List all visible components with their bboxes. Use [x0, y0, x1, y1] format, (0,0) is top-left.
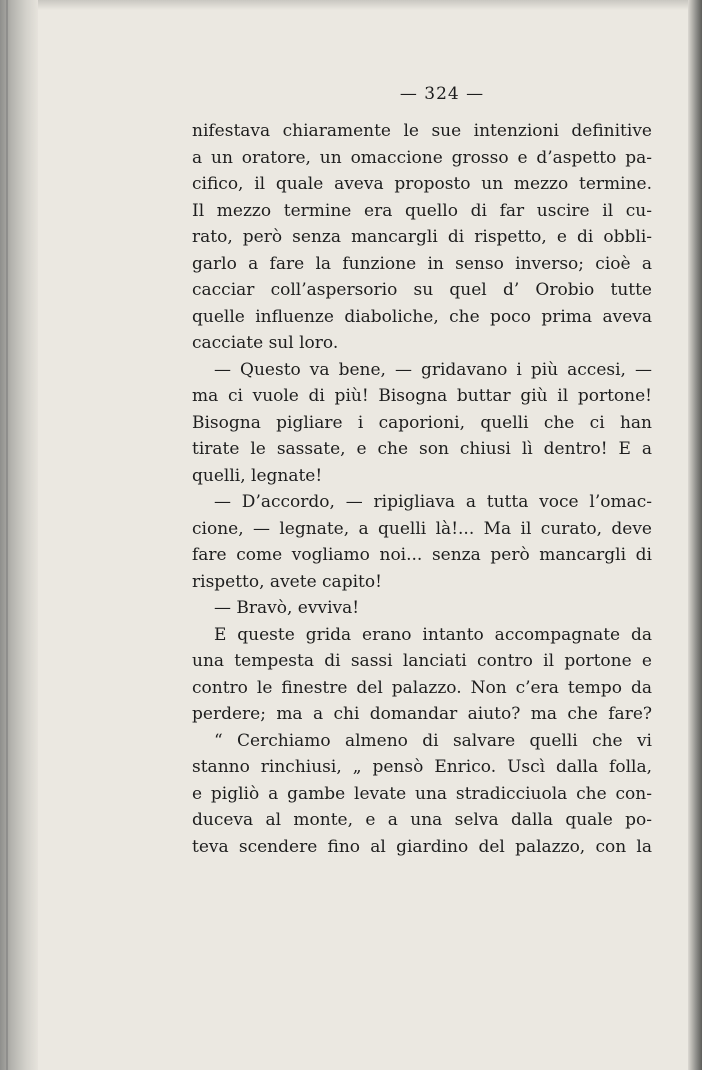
text-line: nifestava chiaramente le sue intenzioni definitive — [192, 121, 652, 141]
text-line: stanno rinchiusi, „ pensò Enrico. Uscì dalla folla, — [192, 757, 652, 777]
text-line: quelle influenze diaboliche, che poco prima aveva — [192, 306, 652, 327]
text-line: duceva al monte, e a una selva dalla quale po- — [192, 810, 652, 830]
page-number: — 324 — — [399, 84, 485, 104]
scan-right-edge — [688, 0, 702, 1070]
text-line: “ Cerchiamo almeno di salvare quelli che vi — [214, 730, 652, 751]
text-line: garlo a fare la funzione in senso inverso; cioè a — [192, 253, 652, 274]
text-line: e pigliò a gambe levate una stradicciuola che con- — [192, 783, 652, 804]
text-line: rispetto, avete capito! — [192, 571, 382, 592]
book-page — [192, 84, 652, 860]
text-line: — Questo va bene, — gridavano i più accesi, — — [214, 359, 652, 380]
text-line: fare come vogliamo noi... senza però mancargli di — [192, 545, 652, 565]
text-line: tirate le sassate, e che son chiusi lì dentro! E a — [192, 439, 652, 459]
text-line: E queste grida erano intanto accompagnate da — [214, 624, 652, 645]
text-line: ma ci vuole di più! Bisogna buttar giù il portone! — [192, 386, 652, 406]
scan-top-edge — [38, 0, 688, 10]
text-line: Il mezzo termine era quello di far uscire il cu- — [192, 200, 652, 221]
text-line: — Bravò, evviva! — [214, 598, 360, 618]
text-line: Bisogna pigliare i caporioni, quelli che ci han — [192, 412, 652, 433]
text-line: a un oratore, un omaccione grosso e d’aspetto pa- — [192, 147, 652, 168]
text-line: teva scendere fino al giardino del palazzo, con la — [192, 836, 652, 857]
text-line: — D’accordo, — ripigliava a tutta voce l’omac- — [214, 492, 652, 512]
text-line: cifico, il quale aveva proposto un mezzo termine. — [192, 174, 652, 194]
scan-left-edge — [0, 0, 38, 1070]
text-line: cacciate sul loro. — [192, 333, 339, 353]
text-line: contro le finestre del palazzo. Non c’era tempo da — [192, 677, 652, 698]
text-line: perdere; ma a chi domandar aiuto? ma che fare? — [192, 704, 652, 724]
text-line: cacciar coll’aspersorio su quel d’ Orobio tutte — [192, 280, 652, 300]
text-line: rato, però senza mancargli di rispetto, e di obbli- — [192, 227, 652, 247]
text-line: cione, — legnate, a quelli là!... Ma il curato, deve — [192, 518, 652, 539]
text-line: quelli, legnate! — [192, 465, 323, 486]
page-body — [192, 118, 652, 860]
text-line: una tempesta di sassi lanciati contro il portone e — [192, 651, 652, 671]
